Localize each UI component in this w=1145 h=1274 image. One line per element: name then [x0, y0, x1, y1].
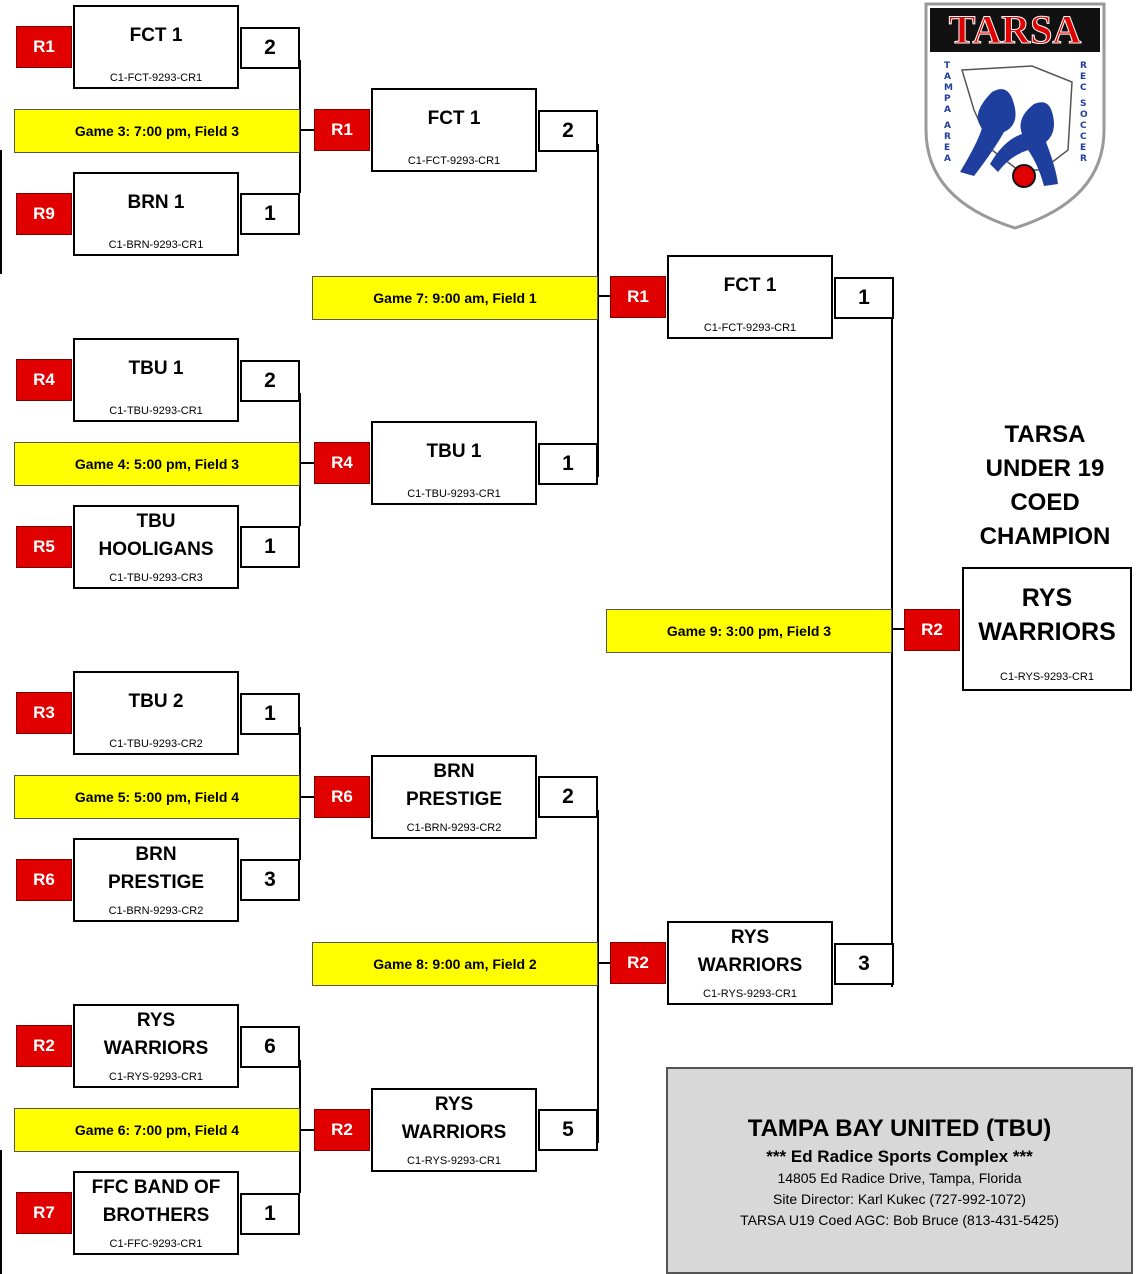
team-code: C1-RYS-9293-CR1	[407, 1155, 501, 1167]
connector	[300, 796, 314, 798]
venue-address: 14805 Ed Radice Drive, Tampa, Florida	[777, 1170, 1022, 1186]
game-label: Game 4: 5:00 pm, Field 3	[14, 442, 300, 486]
svg-text:C: C	[1080, 132, 1087, 142]
svg-text:R: R	[1080, 61, 1087, 71]
game-label: Game 6: 7:00 pm, Field 4	[14, 1108, 300, 1152]
connector	[300, 1129, 314, 1131]
team-name: FCT 1	[427, 108, 481, 129]
connector	[300, 129, 314, 131]
team-name: FCT 1	[723, 275, 777, 296]
seed-badge: R4	[314, 442, 370, 484]
team-code: C1-FCT-9293-CR1	[407, 155, 501, 167]
champion-team-code: C1-RYS-9293-CR1	[1000, 671, 1094, 683]
score-box: 1	[240, 526, 300, 568]
game-label: Game 3: 7:00 pm, Field 3	[14, 109, 300, 153]
team-code: C1-BRN-9293-CR1	[108, 239, 204, 251]
score-box: 3	[240, 859, 300, 901]
seed-badge: R2	[314, 1109, 370, 1151]
champion-seed-badge: R2	[904, 609, 960, 651]
team-code: C1-RYS-9293-CR1	[703, 988, 797, 1000]
game-label: Game 9: 3:00 pm, Field 3	[606, 609, 892, 653]
venue-name: TAMPA BAY UNITED (TBU)	[747, 1115, 1052, 1142]
score-box: 1	[834, 277, 894, 319]
seed-badge: R4	[16, 359, 72, 401]
team-name: FFC BAND OF BROTHERS	[91, 1177, 221, 1226]
team-code: C1-TBU-9293-CR1	[109, 405, 203, 417]
score-box: 1	[240, 693, 300, 735]
score-box: 5	[538, 1109, 598, 1151]
team-box	[371, 421, 537, 505]
seed-badge: R6	[314, 776, 370, 818]
logo-text: TARSA	[948, 7, 1082, 52]
seed-badge: R1	[314, 109, 370, 151]
seed-badge: R9	[16, 193, 72, 235]
score-box: 2	[240, 360, 300, 402]
team-box	[73, 1171, 239, 1255]
connector	[598, 295, 610, 297]
svg-text:T: T	[944, 61, 951, 71]
svg-text:C: C	[1080, 83, 1087, 93]
team-name: BRN 1	[127, 192, 185, 213]
team-name: RYS WARRIORS	[697, 927, 803, 976]
connector	[598, 962, 610, 964]
seed-badge: R2	[16, 1025, 72, 1067]
team-box	[371, 755, 537, 839]
svg-text:A: A	[944, 72, 951, 82]
score-box: 2	[538, 110, 598, 152]
team-name: RYS WARRIORS	[401, 1094, 507, 1143]
connector	[0, 1150, 2, 1274]
svg-text:E: E	[1080, 143, 1087, 153]
team-code: C1-TBU-9293-CR1	[407, 488, 501, 500]
team-box	[667, 921, 833, 1005]
score-box: 6	[240, 1026, 300, 1068]
team-box	[73, 1004, 239, 1088]
svg-text:A: A	[944, 154, 951, 164]
team-code: C1-FFC-9293-CR1	[109, 1238, 203, 1250]
team-name: BRN PRESTIGE	[405, 761, 503, 810]
seed-badge: R5	[16, 526, 72, 568]
team-box	[73, 505, 239, 589]
team-code: C1-TBU-9293-CR3	[109, 572, 203, 584]
team-name: TBU 1	[426, 441, 482, 462]
seed-badge: R1	[16, 26, 72, 68]
team-code: C1-FCT-9293-CR1	[703, 322, 797, 334]
team-name: TBU 1	[128, 358, 184, 379]
connector	[300, 462, 314, 464]
score-box: 2	[240, 27, 300, 69]
score-box: 3	[834, 943, 894, 985]
svg-text:O: O	[1080, 110, 1088, 120]
game-label: Game 7: 9:00 am, Field 1	[312, 276, 598, 320]
seed-badge: R6	[16, 859, 72, 901]
venue-agc: TARSA U19 Coed AGC: Bob Bruce (813-431-5425)	[740, 1212, 1059, 1228]
seed-badge: R2	[610, 942, 666, 984]
team-box	[667, 255, 833, 339]
tarsa-logo	[922, 0, 1108, 232]
seed-badge: R7	[16, 1192, 72, 1234]
champion-team-name: RYS WARRIORS	[978, 584, 1116, 646]
score-box: 1	[240, 1193, 300, 1235]
team-code: C1-RYS-9293-CR1	[109, 1071, 203, 1083]
svg-text:E: E	[944, 143, 951, 153]
seed-badge: R3	[16, 692, 72, 734]
score-box: 1	[538, 443, 598, 485]
score-box: 2	[538, 776, 598, 818]
svg-text:A: A	[944, 105, 951, 115]
svg-text:M: M	[944, 83, 953, 93]
svg-text:S: S	[1080, 99, 1087, 109]
score-box: 1	[240, 193, 300, 235]
team-box	[73, 338, 239, 422]
team-box	[371, 1088, 537, 1172]
game-label: Game 5: 5:00 pm, Field 4	[14, 775, 300, 819]
champion-title: TARSA UNDER 19 COED CHAMPION	[979, 421, 1111, 550]
team-code: C1-BRN-9293-CR2	[108, 905, 204, 917]
game-label: Game 8: 9:00 am, Field 2	[312, 942, 598, 986]
seed-badge: R1	[610, 276, 666, 318]
team-box	[73, 838, 239, 922]
svg-text:C: C	[1080, 121, 1087, 131]
team-name: TBU 2	[128, 691, 184, 712]
team-box	[73, 5, 239, 89]
svg-text:A: A	[944, 121, 951, 131]
connector	[0, 150, 2, 274]
team-code: C1-BRN-9293-CR2	[406, 822, 502, 834]
venue-info-box	[666, 1067, 1133, 1274]
team-box	[371, 88, 537, 172]
svg-text:P: P	[944, 94, 951, 104]
team-box	[73, 671, 239, 755]
champion-team-box	[962, 567, 1132, 691]
team-code: C1-FCT-9293-CR1	[109, 72, 203, 84]
svg-text:E: E	[1080, 72, 1087, 82]
venue-complex: *** Ed Radice Sports Complex ***	[766, 1147, 1033, 1166]
team-name: FCT 1	[129, 25, 183, 46]
team-name: TBU HOOLIGANS	[98, 511, 214, 560]
venue-director: Site Director: Karl Kukec (727-992-1072)	[773, 1191, 1026, 1207]
connector	[892, 628, 904, 630]
svg-text:R: R	[944, 132, 951, 142]
svg-text:R: R	[1080, 154, 1087, 164]
team-code: C1-TBU-9293-CR2	[109, 738, 203, 750]
team-name: RYS WARRIORS	[103, 1010, 209, 1059]
team-box	[73, 172, 239, 256]
team-name: BRN PRESTIGE	[107, 844, 205, 893]
